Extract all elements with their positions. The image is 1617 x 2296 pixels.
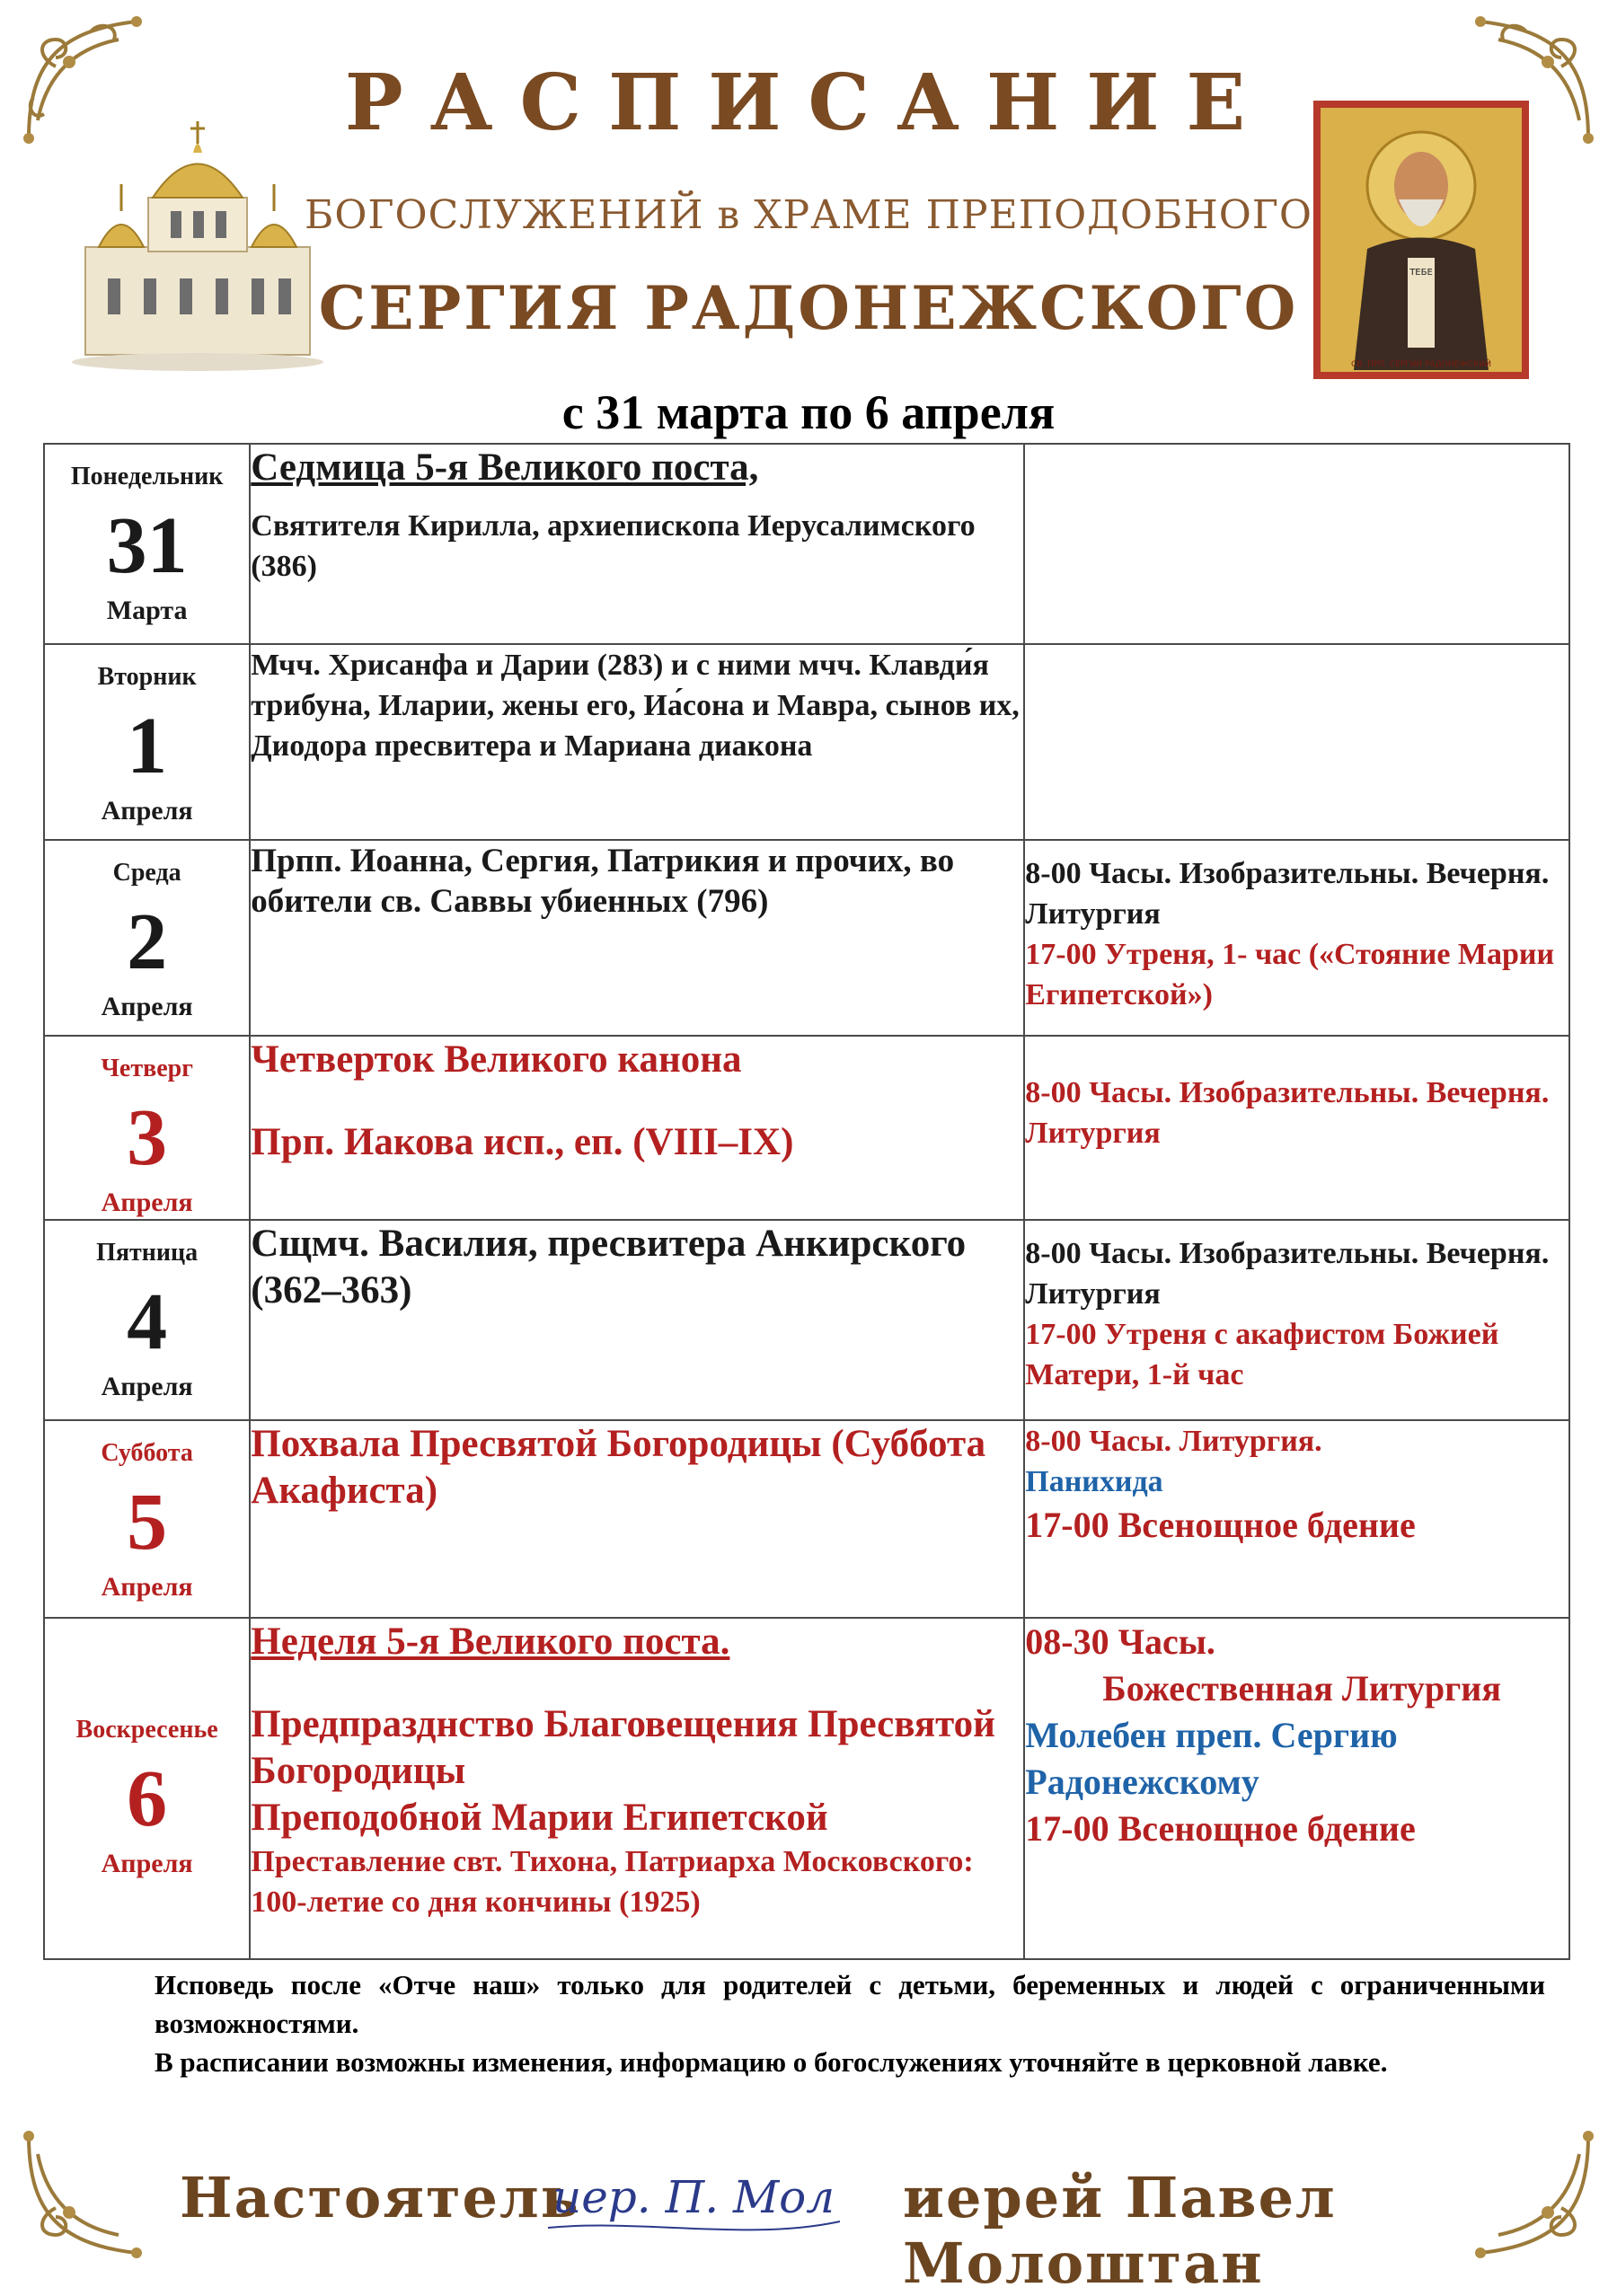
rector-title: Настоятель — [180, 2165, 580, 2230]
saint-icon-image — [1313, 101, 1529, 379]
schedule-row — [44, 1420, 1569, 1618]
service-cell — [1024, 644, 1569, 840]
schedule-row — [44, 444, 1569, 644]
day-cell — [44, 840, 250, 1036]
service-line: Божественная Литургия — [1102, 1668, 1501, 1709]
signature-text: иер. П. Мол — [552, 2171, 835, 2223]
feast-line: Сщмч. Василия, пресвитера Анкирского (362–363) — [251, 1223, 967, 1311]
feast-line: Преподобной Марии Египетской — [251, 1797, 828, 1839]
feast-line: Четверток Великого канона — [251, 1038, 742, 1081]
day-number: 4 — [127, 1277, 168, 1366]
day-cell — [44, 1420, 250, 1618]
feast-line: Прп. Иакова исп., еп. (VIII–IX) — [251, 1121, 794, 1163]
weekday-label: Суббота — [101, 1439, 193, 1467]
service-line: 17-00 Всенощное бдение — [1025, 1505, 1416, 1545]
service-cell — [1024, 840, 1569, 1036]
feast-line: Прпп. Иоанна, Сергия, Патрикия и прочих, во обители св. Саввы убиенных (796) — [251, 843, 955, 920]
changes-note: В расписании возможны изменения, информацию о богослужениях уточняйте в церковной лавке. — [155, 2046, 1388, 2078]
day-number: 1 — [127, 702, 168, 790]
day-number: 31 — [106, 501, 188, 590]
service-line: 17-00 Утреня, 1- час («Стояние Марии Египетской») — [1025, 938, 1555, 1011]
weekday-label: Воскресенье — [75, 1716, 218, 1744]
service-line: 17-00 Утреня с акафистом Божией Матери, 1-й час — [1025, 1318, 1499, 1391]
handwritten-signature — [535, 2142, 858, 2250]
page-title: РАСПИСАНИЕ — [344, 57, 1273, 148]
month-label: Марта — [106, 596, 188, 625]
feast-cell — [250, 1036, 1024, 1220]
service-line: 8-00 Часы. Литургия. — [1025, 1425, 1322, 1458]
icon-caption: СВ. ПРП. СЕРГИЙ РАДОНЕЖСКИЙ — [1350, 360, 1492, 369]
schedule-row — [44, 1618, 1569, 1959]
church-name: СЕРГИЯ РАДОНЕЖСКОГО — [318, 273, 1299, 343]
day-number: 5 — [127, 1478, 168, 1567]
service-cell — [1024, 1220, 1569, 1420]
day-cell — [44, 1618, 250, 1959]
feast-line: Святителя Кирилла, архиепископа Иерусалимского (386) — [251, 509, 976, 583]
service-line: Молебен преп. Сергию Радонежскому — [1025, 1715, 1398, 1802]
day-number: 6 — [127, 1754, 168, 1843]
schedule-row — [44, 1036, 1569, 1220]
confession-note: Исповедь после «Отче наш» только для родителей с детьми, беременных и людей с ограниченными возможностями. — [155, 1969, 1545, 2039]
service-cell — [1024, 1036, 1569, 1220]
schedule-table — [43, 443, 1570, 1960]
feast-cell — [250, 444, 1024, 644]
feast-cell — [250, 840, 1024, 1036]
schedule-row — [44, 840, 1569, 1036]
service-line: Панихида — [1025, 1465, 1163, 1498]
service-line: 17-00 Всенощное бдение — [1025, 1808, 1416, 1849]
feast-line: Предпразднство Благовещения Пресвятой Богородицы — [251, 1703, 995, 1792]
day-cell — [44, 444, 250, 644]
service-line: 8-00 Часы. Изобразительны. Вечерня. Литургия — [1025, 857, 1550, 931]
weekday-label: Вторник — [97, 663, 197, 691]
church-illustration-icon — [67, 112, 328, 373]
service-cell — [1024, 444, 1569, 644]
day-cell — [44, 1036, 250, 1220]
weekday-label: Четверг — [101, 1055, 193, 1082]
month-label: Апреля — [101, 992, 193, 1021]
weekday-label: Понедельник — [70, 463, 224, 490]
month-label: Апреля — [101, 1572, 193, 1602]
month-label: Апреля — [101, 1849, 193, 1878]
feast-cell — [250, 1618, 1024, 1959]
feast-line: Преставление свт. Тихона, Патриарха Московского: 100-летие со дня кончины (1925) — [251, 1845, 974, 1919]
feast-line: Седмица 5-я Великого поста, — [251, 446, 759, 489]
footer-notes — [155, 1965, 1545, 2081]
ornament-corner-icon — [20, 2127, 155, 2262]
month-label: Апреля — [101, 1188, 193, 1217]
service-line: 8-00 Часы. Изобразительны. Вечерня. Литургия — [1025, 1076, 1550, 1150]
page-subtitle: БОГОСЛУЖЕНИЙ в ХРАМЕ ПРЕПОДОБНОГО — [305, 192, 1312, 238]
day-cell — [44, 644, 250, 840]
service-line: 08-30 Часы. — [1025, 1621, 1215, 1662]
service-cell — [1024, 1420, 1569, 1618]
service-cell — [1024, 1618, 1569, 1959]
schedule-row — [44, 644, 1569, 840]
weekday-label: Среда — [112, 859, 181, 887]
day-number: 3 — [127, 1093, 168, 1182]
date-range: с 31 марта по 6 апреля — [561, 385, 1056, 439]
month-label: Апреля — [101, 796, 193, 826]
weekday-label: Пятница — [96, 1239, 199, 1267]
day-cell — [44, 1220, 250, 1420]
feast-cell — [250, 1420, 1024, 1618]
feast-cell — [250, 644, 1024, 840]
feast-line: Неделя 5-я Великого поста. — [251, 1620, 730, 1663]
schedule-row — [44, 1220, 1569, 1420]
feast-line: Похвала Пресвятой Богородицы (Суббота Акафиста) — [251, 1423, 986, 1512]
icon-scroll-text: ТЕБЕ — [1409, 268, 1433, 278]
month-label: Апреля — [101, 1372, 193, 1401]
feast-cell — [250, 1220, 1024, 1420]
service-line: 8-00 Часы. Изобразительны. Вечерня. Литургия — [1025, 1237, 1550, 1311]
rector-name: иерей Павел Молоштан — [903, 2165, 1337, 2296]
feast-line: Мчч. Хрисанфа и Дарии (283) и с ними мчч. Клавди́я трибуна, Иларии, жены его, Иа́сона и Мавра, сынов их, Диодора пресвитера и Мариана диакона — [251, 649, 1020, 763]
day-number: 2 — [127, 897, 168, 986]
